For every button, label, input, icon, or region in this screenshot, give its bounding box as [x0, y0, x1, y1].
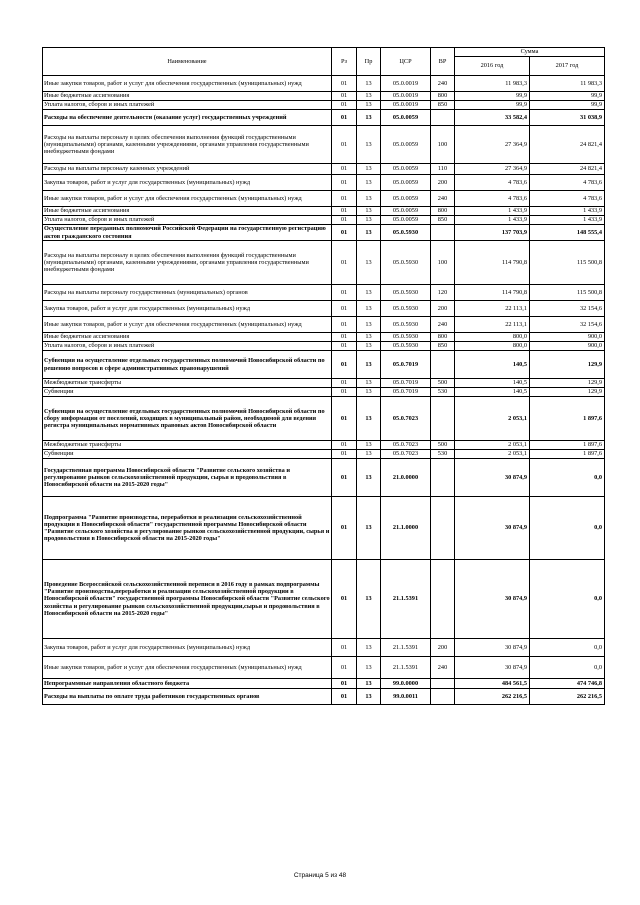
table-body: [43, 76, 605, 705]
row-vr-cell: 850: [431, 216, 455, 225]
table-row: [43, 317, 605, 333]
row-2017-cell: 129,9: [530, 388, 605, 397]
row-2016-cell: 140,5: [455, 388, 530, 397]
row-csr-cell: 99.0.0011: [381, 689, 431, 705]
row-csr-cell: 05.0.7019: [381, 379, 431, 388]
row-2017-cell: 115 500,8: [530, 285, 605, 301]
row-2016-cell: 99,9: [455, 101, 530, 110]
row-csr-cell: 99.0.0000: [381, 679, 431, 689]
header-csr: ЦСР: [381, 48, 431, 76]
row-2016-cell: 22 113,1: [455, 317, 530, 333]
row-rz-cell: 01: [332, 225, 357, 241]
row-name-cell: Уплата налогов, сборов и иных платежей: [43, 101, 332, 110]
row-pr-cell: 13: [357, 285, 381, 301]
header-name: Наименование: [43, 48, 332, 76]
row-csr-cell: 05.0.5930: [381, 333, 431, 342]
table-row: [43, 450, 605, 459]
row-csr-cell: 21.0.0000: [381, 459, 431, 497]
row-2016-cell: 800,0: [455, 333, 530, 342]
row-rz-cell: 01: [332, 101, 357, 110]
row-2016-cell: 30 874,9: [455, 497, 530, 560]
row-pr-cell: 13: [357, 657, 381, 679]
row-2017-cell: 4 783,6: [530, 191, 605, 207]
row-pr-cell: 13: [357, 101, 381, 110]
row-2017-cell: 1 897,6: [530, 450, 605, 459]
row-2016-cell: 484 561,5: [455, 679, 530, 689]
row-2017-cell: 0,0: [530, 497, 605, 560]
row-rz-cell: 01: [332, 207, 357, 216]
row-2017-cell: 0,0: [530, 560, 605, 639]
row-2017-cell: 31 038,9: [530, 110, 605, 126]
row-2017-cell: 0,0: [530, 657, 605, 679]
table-row: [43, 560, 605, 639]
row-2017-cell: 262 216,5: [530, 689, 605, 705]
row-rz-cell: 01: [332, 126, 357, 164]
row-csr-cell: 05.0.5930: [381, 301, 431, 317]
row-rz-cell: 01: [332, 657, 357, 679]
row-vr-cell: 850: [431, 342, 455, 351]
row-name-cell: Межбюджетные трансферты: [43, 441, 332, 450]
table-row: [43, 285, 605, 301]
row-2017-cell: 129,9: [530, 379, 605, 388]
row-rz-cell: 01: [332, 388, 357, 397]
row-name-cell: Подпрограмма "Развитие производства, переработки и реализации сельскохозяйственной продукции в Новосибирской области" государственной программы Новосибирской области "Развитие сельского хозяйства и регулирование рынков сельскохозяйственной продукции, сырья и продовольствия в Новосибирской области на 2015-2020 годы": [43, 497, 332, 560]
row-rz-cell: 01: [332, 333, 357, 342]
table-row: [43, 110, 605, 126]
table-row: [43, 689, 605, 705]
table-row: [43, 397, 605, 441]
row-vr-cell: [431, 497, 455, 560]
row-vr-cell: 240: [431, 317, 455, 333]
row-name-cell: Закупка товаров, работ и услуг для государственных (муниципальных) нужд: [43, 175, 332, 191]
row-2017-cell: 99,9: [530, 92, 605, 101]
budget-table-page: [42, 47, 604, 705]
row-csr-cell: 05.0.0059: [381, 164, 431, 175]
row-csr-cell: 21.1.0000: [381, 497, 431, 560]
row-name-cell: Расходы на обеспечение деятельности (оказание услуг) государственных учреждений: [43, 110, 332, 126]
row-vr-cell: 850: [431, 101, 455, 110]
row-name-cell: Расходы на выплаты персоналу в целях обеспечения выполнения функций государственными (муниципальными) органами, казенными учреждениями, органами управления государственными внебюджетными фондами: [43, 241, 332, 285]
row-csr-cell: 05.0.7019: [381, 351, 431, 379]
row-vr-cell: 100: [431, 126, 455, 164]
row-csr-cell: 21.1.5391: [381, 657, 431, 679]
row-rz-cell: 01: [332, 285, 357, 301]
row-csr-cell: 05.0.5930: [381, 317, 431, 333]
row-2017-cell: 1 897,6: [530, 397, 605, 441]
row-csr-cell: 05.0.0019: [381, 101, 431, 110]
row-2017-cell: 4 783,6: [530, 175, 605, 191]
table-row: [43, 379, 605, 388]
row-name-cell: Уплата налогов, сборов и иных платежей: [43, 342, 332, 351]
row-vr-cell: 500: [431, 379, 455, 388]
row-name-cell: Государственная программа Новосибирской области "Развитие сельского хозяйства и регулирование рынков сельскохозяйственной продукции, сырья и продовольствия в Новосибирской области на 2015-2020 годы": [43, 459, 332, 497]
row-2016-cell: 30 874,9: [455, 657, 530, 679]
row-2016-cell: 2 053,1: [455, 450, 530, 459]
row-vr-cell: 100: [431, 241, 455, 285]
row-2017-cell: 24 821,4: [530, 126, 605, 164]
table-row: [43, 216, 605, 225]
row-2017-cell: 1 433,9: [530, 216, 605, 225]
row-pr-cell: 13: [357, 164, 381, 175]
table-row: [43, 497, 605, 560]
row-name-cell: Расходы на выплаты персоналу государственных (муниципальных) органов: [43, 285, 332, 301]
row-vr-cell: [431, 110, 455, 126]
row-pr-cell: 13: [357, 191, 381, 207]
row-vr-cell: 800: [431, 333, 455, 342]
row-2017-cell: 1 433,9: [530, 207, 605, 216]
table-row: [43, 164, 605, 175]
row-name-cell: Уплата налогов, сборов и иных платежей: [43, 216, 332, 225]
row-csr-cell: 05.0.7019: [381, 388, 431, 397]
row-rz-cell: 01: [332, 679, 357, 689]
table-row: [43, 101, 605, 110]
row-csr-cell: 05.0.7023: [381, 397, 431, 441]
row-2016-cell: 99,9: [455, 92, 530, 101]
row-name-cell: Иные бюджетные ассигнования: [43, 333, 332, 342]
row-vr-cell: [431, 679, 455, 689]
row-2017-cell: 24 821,4: [530, 164, 605, 175]
row-rz-cell: 01: [332, 450, 357, 459]
row-vr-cell: 500: [431, 441, 455, 450]
row-2016-cell: 11 983,3: [455, 76, 530, 92]
row-pr-cell: 13: [357, 76, 381, 92]
table-row: [43, 333, 605, 342]
row-2017-cell: 474 746,8: [530, 679, 605, 689]
table-row: [43, 76, 605, 92]
row-pr-cell: 13: [357, 126, 381, 164]
table-row: [43, 175, 605, 191]
row-2016-cell: 33 582,4: [455, 110, 530, 126]
row-name-cell: Субвенции: [43, 450, 332, 459]
row-pr-cell: 13: [357, 379, 381, 388]
row-2016-cell: 30 874,9: [455, 459, 530, 497]
row-pr-cell: 13: [357, 679, 381, 689]
row-vr-cell: [431, 560, 455, 639]
row-name-cell: Проведение Всероссийской сельскохозяйственной переписи в 2016 году в рамках подпрограммы "Развитие производства,переработки и реализации сельскохозяйственной продукции в Новосибирской области" государственной программы Новосибирской области "Развитие сельского хозяйства и регулирование рынков сельскохозяйственной продукции,сырья и продовольствия в Новосибирской области на 2015-2020 годы": [43, 560, 332, 639]
table-row: [43, 225, 605, 241]
header-pr: Пр: [357, 48, 381, 76]
row-csr-cell: 05.0.0019: [381, 92, 431, 101]
header-year-2017: 2017 год: [530, 57, 605, 76]
page-number: Страница 5 из 48: [293, 872, 347, 879]
row-pr-cell: 13: [357, 92, 381, 101]
row-vr-cell: 530: [431, 388, 455, 397]
row-2016-cell: 114 790,8: [455, 285, 530, 301]
row-rz-cell: 01: [332, 639, 357, 657]
row-rz-cell: 01: [332, 241, 357, 285]
table-row: [43, 639, 605, 657]
row-pr-cell: 13: [357, 225, 381, 241]
row-vr-cell: [431, 225, 455, 241]
row-pr-cell: 13: [357, 342, 381, 351]
row-name-cell: Субвенция на осуществление отдельных государственных полномочий Новосибирской области по сбору информации от поселений, входящих в муниципальный район, необходимой для ведения регистра муниципальных нормативных правовых актов Новосибирской области: [43, 397, 332, 441]
row-pr-cell: 13: [357, 397, 381, 441]
row-2017-cell: 148 555,4: [530, 225, 605, 241]
header-year-2016: 2016 год: [455, 57, 530, 76]
header-vr: ВР: [431, 48, 455, 76]
row-name-cell: Непрограммные направления областного бюджета: [43, 679, 332, 689]
row-rz-cell: 01: [332, 689, 357, 705]
row-2016-cell: 27 364,9: [455, 126, 530, 164]
row-rz-cell: 01: [332, 351, 357, 379]
table-row: [43, 126, 605, 164]
row-2016-cell: 262 216,5: [455, 689, 530, 705]
header-sum: Сумма: [455, 48, 605, 57]
row-vr-cell: 800: [431, 207, 455, 216]
row-2016-cell: 2 053,1: [455, 441, 530, 450]
table-row: [43, 207, 605, 216]
row-name-cell: Иные закупки товаров, работ и услуг для обеспечения государственных (муниципальных) нужд: [43, 191, 332, 207]
row-vr-cell: [431, 459, 455, 497]
row-vr-cell: 200: [431, 175, 455, 191]
row-vr-cell: 200: [431, 301, 455, 317]
row-name-cell: Иные закупки товаров, работ и услуг для обеспечения государственных (муниципальных) нужд: [43, 657, 332, 679]
row-name-cell: Расходы на выплаты по оплате труда работников государственных органов: [43, 689, 332, 705]
row-csr-cell: 05.0.7023: [381, 450, 431, 459]
row-rz-cell: 01: [332, 216, 357, 225]
table-row: [43, 459, 605, 497]
row-pr-cell: 13: [357, 216, 381, 225]
row-rz-cell: 01: [332, 441, 357, 450]
row-2017-cell: 115 500,8: [530, 241, 605, 285]
row-csr-cell: 05.0.0059: [381, 110, 431, 126]
row-2017-cell: 900,0: [530, 333, 605, 342]
row-name-cell: Расходы на выплаты персоналу в целях обеспечения выполнения функций государственными (муниципальными) органами, казенными учреждениями, органами управления государственными внебюджетными фондами: [43, 126, 332, 164]
row-vr-cell: 110: [431, 164, 455, 175]
row-2017-cell: 1 897,6: [530, 441, 605, 450]
row-pr-cell: 13: [357, 175, 381, 191]
row-pr-cell: 13: [357, 241, 381, 285]
table-row: [43, 657, 605, 679]
row-2017-cell: 900,0: [530, 342, 605, 351]
row-pr-cell: 13: [357, 333, 381, 342]
row-pr-cell: 13: [357, 497, 381, 560]
row-pr-cell: 13: [357, 351, 381, 379]
row-2016-cell: 1 433,9: [455, 216, 530, 225]
row-name-cell: Расходы на выплаты персоналу казенных учреждений: [43, 164, 332, 175]
row-2017-cell: 0,0: [530, 459, 605, 497]
row-rz-cell: 01: [332, 164, 357, 175]
row-2016-cell: 4 783,6: [455, 191, 530, 207]
row-name-cell: Иные бюджетные ассигнования: [43, 207, 332, 216]
row-pr-cell: 13: [357, 388, 381, 397]
row-vr-cell: 200: [431, 639, 455, 657]
row-csr-cell: 05.0.0059: [381, 191, 431, 207]
row-name-cell: Осуществление переданных полномочий Российской Федерации на государственную регистрацию актов гражданского состояния: [43, 225, 332, 241]
row-pr-cell: 13: [357, 317, 381, 333]
row-2016-cell: 4 783,6: [455, 175, 530, 191]
row-2017-cell: 32 154,6: [530, 317, 605, 333]
row-2016-cell: 27 364,9: [455, 164, 530, 175]
row-csr-cell: 05.0.0019: [381, 76, 431, 92]
table-row: [43, 679, 605, 689]
row-pr-cell: 13: [357, 301, 381, 317]
row-2016-cell: 2 053,1: [455, 397, 530, 441]
row-rz-cell: 01: [332, 560, 357, 639]
row-rz-cell: 01: [332, 497, 357, 560]
header-rz: Рз: [332, 48, 357, 76]
row-pr-cell: 13: [357, 689, 381, 705]
row-2016-cell: 1 433,9: [455, 207, 530, 216]
row-rz-cell: 01: [332, 342, 357, 351]
row-name-cell: Субвенции: [43, 388, 332, 397]
row-csr-cell: 05.0.5930: [381, 225, 431, 241]
row-2016-cell: 140,5: [455, 379, 530, 388]
row-csr-cell: 05.0.7023: [381, 441, 431, 450]
row-name-cell: Иные бюджетные ассигнования: [43, 92, 332, 101]
row-vr-cell: 530: [431, 450, 455, 459]
row-rz-cell: 01: [332, 301, 357, 317]
table-row: [43, 441, 605, 450]
row-pr-cell: 13: [357, 560, 381, 639]
row-csr-cell: 21.1.5391: [381, 560, 431, 639]
row-rz-cell: 01: [332, 397, 357, 441]
budget-table: [42, 47, 605, 705]
table-row: [43, 301, 605, 317]
row-pr-cell: 13: [357, 450, 381, 459]
row-name-cell: Субвенция на осуществление отдельных государственных полномочий Новосибирской области по решению вопросов в сфере административных правонарушений: [43, 351, 332, 379]
table-row: [43, 342, 605, 351]
row-rz-cell: 01: [332, 379, 357, 388]
row-vr-cell: [431, 689, 455, 705]
row-rz-cell: 01: [332, 110, 357, 126]
row-pr-cell: 13: [357, 207, 381, 216]
table-row: [43, 92, 605, 101]
row-2017-cell: 32 154,6: [530, 301, 605, 317]
row-pr-cell: 13: [357, 441, 381, 450]
row-vr-cell: 120: [431, 285, 455, 301]
row-2016-cell: 30 874,9: [455, 639, 530, 657]
row-2017-cell: 11 983,3: [530, 76, 605, 92]
row-2017-cell: 129,9: [530, 351, 605, 379]
row-name-cell: Иные закупки товаров, работ и услуг для обеспечения государственных (муниципальных) нужд: [43, 317, 332, 333]
row-pr-cell: 13: [357, 459, 381, 497]
row-vr-cell: 800: [431, 92, 455, 101]
row-name-cell: Межбюджетные трансферты: [43, 379, 332, 388]
row-rz-cell: 01: [332, 76, 357, 92]
row-rz-cell: 01: [332, 92, 357, 101]
row-2016-cell: 800,0: [455, 342, 530, 351]
table-row: [43, 388, 605, 397]
row-csr-cell: 05.0.0059: [381, 216, 431, 225]
row-csr-cell: 05.0.5930: [381, 342, 431, 351]
table-row: [43, 241, 605, 285]
row-2016-cell: 137 703,9: [455, 225, 530, 241]
row-vr-cell: [431, 397, 455, 441]
row-csr-cell: 05.0.5930: [381, 241, 431, 285]
row-vr-cell: 240: [431, 76, 455, 92]
row-2016-cell: 30 874,9: [455, 560, 530, 639]
row-rz-cell: 01: [332, 175, 357, 191]
row-vr-cell: 240: [431, 657, 455, 679]
table-row: [43, 191, 605, 207]
row-name-cell: Иные закупки товаров, работ и услуг для обеспечения государственных (муниципальных) нужд: [43, 76, 332, 92]
row-2016-cell: 22 113,1: [455, 301, 530, 317]
row-rz-cell: 01: [332, 191, 357, 207]
row-rz-cell: 01: [332, 459, 357, 497]
row-2016-cell: 114 790,8: [455, 241, 530, 285]
row-pr-cell: 13: [357, 639, 381, 657]
row-2017-cell: 0,0: [530, 639, 605, 657]
row-2017-cell: 99,9: [530, 101, 605, 110]
row-vr-cell: [431, 351, 455, 379]
row-csr-cell: 21.1.5391: [381, 639, 431, 657]
row-2016-cell: 140,5: [455, 351, 530, 379]
row-csr-cell: 05.0.0059: [381, 207, 431, 216]
row-csr-cell: 05.0.5930: [381, 285, 431, 301]
table-row: [43, 351, 605, 379]
row-csr-cell: 05.0.0059: [381, 175, 431, 191]
row-rz-cell: 01: [332, 317, 357, 333]
row-vr-cell: 240: [431, 191, 455, 207]
row-csr-cell: 05.0.0059: [381, 126, 431, 164]
row-name-cell: Закупка товаров, работ и услуг для государственных (муниципальных) нужд: [43, 301, 332, 317]
row-pr-cell: 13: [357, 110, 381, 126]
row-name-cell: Закупка товаров, работ и услуг для государственных (муниципальных) нужд: [43, 639, 332, 657]
